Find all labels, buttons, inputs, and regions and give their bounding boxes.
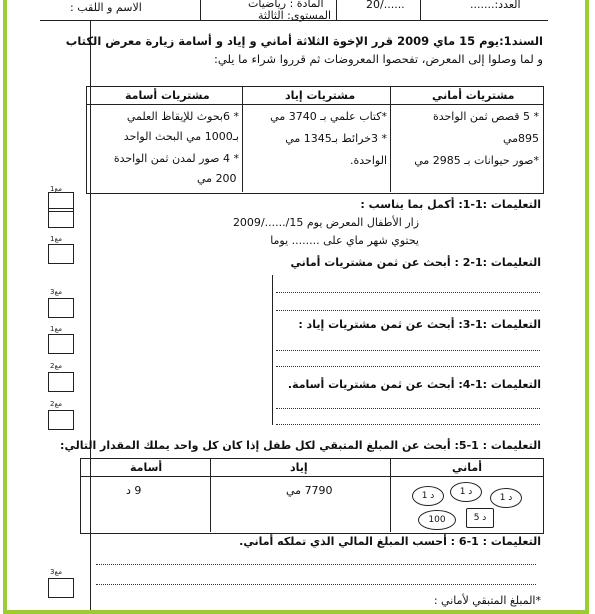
score-label-2: مع1 xyxy=(50,235,62,243)
header-osama: مشتريات أسامة xyxy=(125,89,210,102)
score-box-4 xyxy=(48,334,74,354)
money-header-iyad: إياد xyxy=(290,461,308,474)
year-field: 20/...... xyxy=(366,0,405,11)
money-col-line-1 xyxy=(210,458,211,532)
iyad-item-2: * 3خرائط بـ1345 مي xyxy=(285,132,387,145)
score-label-6: مع2 xyxy=(50,400,62,408)
answer-line-1-2a[interactable] xyxy=(276,292,540,293)
osama-item-1: * 6بحوث للإيقاظ العلمي xyxy=(126,110,239,123)
question-1-1-line-1: زار الأطفال المعرض يوم 15/....../2009 xyxy=(232,216,419,229)
coin-1d-a: 1 د xyxy=(412,486,444,506)
question-1-6: التعليمات : 1-6 : أحسب المبلغ المالي الذي تملكه أماني. xyxy=(239,535,541,548)
osama-item-3: * 4 صور لمدن ثمن الواحدة xyxy=(113,152,239,165)
question-1-1-line-2: يحتوي شهر ماي على ........ يوما xyxy=(270,234,419,247)
score-box-5 xyxy=(48,372,74,392)
money-header-osama: أسامة xyxy=(130,461,163,474)
money-osama-value: 9 د xyxy=(126,484,142,497)
score-box-7 xyxy=(48,578,74,598)
answer-line-1-6a[interactable] xyxy=(96,564,536,565)
question-1-2: التعليمات :1-2 : أبحث عن ثمن مشتريات أماني xyxy=(290,256,541,269)
money-header-amani: أماني xyxy=(452,461,482,474)
count-label: العدد:....... xyxy=(470,0,521,11)
subject-label: المادة : رياضيات xyxy=(248,0,324,10)
amani-item-3: *صور حيوانات بـ 2985 مي xyxy=(414,154,539,167)
answer-line-1-2b[interactable] xyxy=(276,310,540,311)
coin-1d-b: 1 د xyxy=(450,482,482,502)
score-box-1b xyxy=(48,208,74,228)
level-label: المستوى: الثالثة xyxy=(258,9,332,22)
score-label-1: مع1 xyxy=(50,185,62,193)
iyad-item-1: *كتاب علمي بـ 3740 مي xyxy=(270,110,387,123)
purchases-col-line-1 xyxy=(242,86,243,192)
score-label-3: مع3 xyxy=(50,288,62,296)
score-label-4: مع1 xyxy=(50,325,62,333)
purchases-col-line-2 xyxy=(390,86,391,192)
name-label: الاسم و اللقب : xyxy=(70,1,142,14)
score-box-6 xyxy=(48,410,74,430)
intro-line-1: السند1:يوم 15 ماي 2009 قرر الإخوة الثلاثة أماني و إياد و أسامة زيارة معرض الكتاب xyxy=(65,34,543,48)
score-label-5: مع2 xyxy=(50,362,62,370)
intro-line-2: و لما وصلوا إلى المعرض، تفحصوا المعروضات ثم قرروا شراء ما يلي: xyxy=(214,52,543,66)
answer-line-1-6b[interactable] xyxy=(96,584,536,585)
banknote-100: 100 xyxy=(418,510,456,530)
answer-zone-divider xyxy=(272,275,273,425)
header-divider-1 xyxy=(200,0,201,20)
question-1-5: التعليمات : 1-5: أبحث عن المبلغ المتبقي لكل طفل إذا كان كل واحد يملك المقدار التالي: xyxy=(60,439,541,452)
header-amani: مشتريات أماني xyxy=(432,89,515,102)
header-divider-3 xyxy=(420,0,421,20)
question-1-1: التعليمات :1-1: أكمل بما يناسب : xyxy=(360,198,541,211)
money-iyad-value: 7790 مي xyxy=(286,484,333,497)
money-header-line xyxy=(80,476,543,477)
header-iyad: مشتريات إياد xyxy=(285,89,356,102)
question-1-3: التعليمات :1-3: أبحث عن ثمن مشتريات إياد : xyxy=(298,318,541,331)
amani-remaining-label: *المبلغ المتبقي لأماني : xyxy=(433,594,541,607)
answer-line-1-3a[interactable] xyxy=(276,350,540,351)
question-1-4: التعليمات :1-4: أبحث عن ثمن مشتريات أسامة. xyxy=(287,378,541,391)
answer-line-1-3b[interactable] xyxy=(276,366,540,367)
answer-line-1-4a[interactable] xyxy=(276,408,540,409)
osama-item-2: بـ1000 مي البحث الواحد xyxy=(123,130,239,143)
amani-item-2: 895مي xyxy=(502,132,539,145)
purchases-header-line xyxy=(86,104,543,105)
banknote-5d: 5 د xyxy=(466,508,494,528)
iyad-item-3: الواحدة. xyxy=(350,154,387,167)
osama-item-4: 200 مي xyxy=(197,172,237,185)
score-box-2 xyxy=(48,244,74,264)
header-bottom-line xyxy=(40,20,548,21)
amani-item-1: * 5 قصص ثمن الواحدة xyxy=(432,110,539,123)
money-col-line-2 xyxy=(390,458,391,532)
header-divider-2 xyxy=(336,0,337,20)
score-box-3 xyxy=(48,298,74,318)
score-label-7: مع3 xyxy=(50,568,62,576)
answer-line-1-4b[interactable] xyxy=(276,424,540,425)
coin-1d-c: 1 د xyxy=(490,488,522,508)
